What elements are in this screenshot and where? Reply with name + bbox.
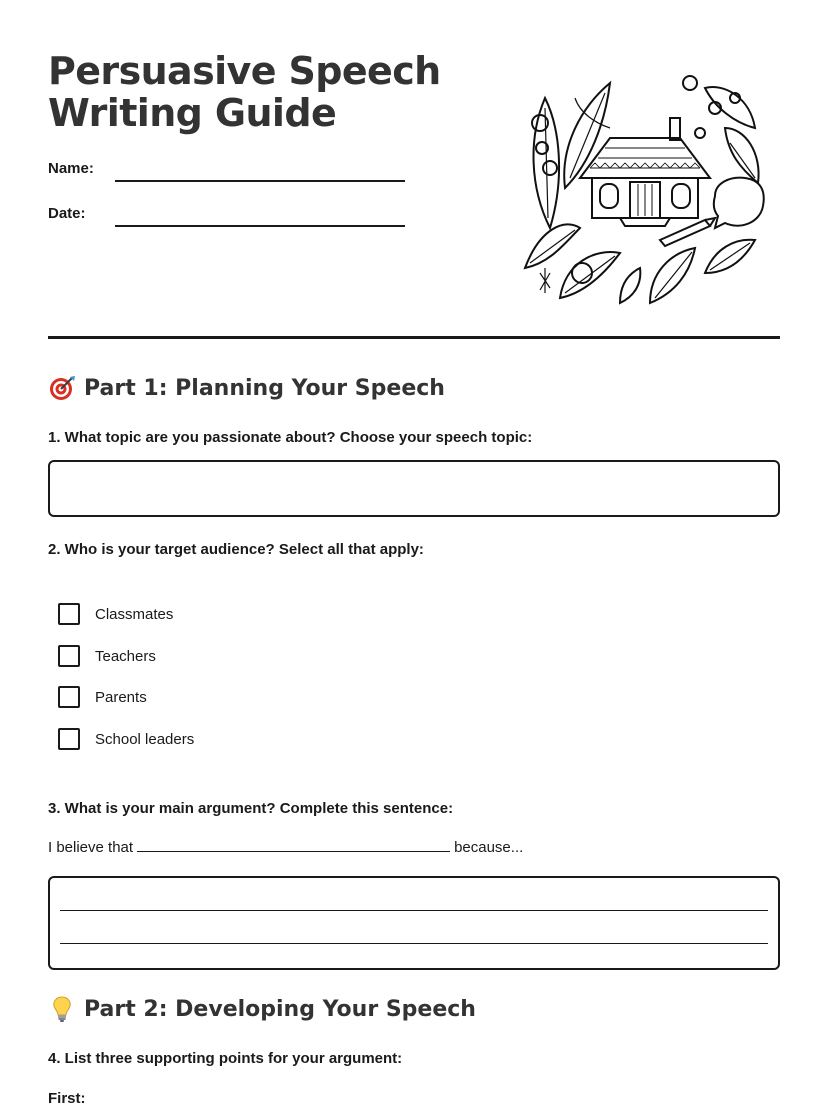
question-2: 2. Who is your target audience? Select all that apply: bbox=[48, 541, 424, 558]
audience-option-teachers[interactable] bbox=[58, 645, 156, 667]
writing-line bbox=[60, 943, 768, 944]
header-divider bbox=[48, 336, 780, 339]
checkbox[interactable] bbox=[58, 686, 80, 708]
cottage-illustration bbox=[520, 68, 770, 308]
part1-heading-text: Part 1: Planning Your Speech bbox=[84, 375, 445, 401]
page-title bbox=[48, 50, 468, 134]
argument-reason-box[interactable] bbox=[48, 876, 780, 970]
first-point-label: First: bbox=[48, 1090, 86, 1107]
part2-heading bbox=[48, 995, 476, 1023]
date-label: Date: bbox=[48, 205, 86, 222]
sentence-start: I believe that bbox=[48, 839, 134, 856]
topic-answer-box[interactable] bbox=[48, 460, 780, 517]
audience-option-parents[interactable] bbox=[58, 686, 147, 708]
title-line-1: Persuasive Speech bbox=[48, 49, 441, 93]
checkbox-label: Parents bbox=[95, 688, 147, 706]
checkbox[interactable] bbox=[58, 603, 80, 625]
argument-blank[interactable] bbox=[137, 838, 450, 852]
checkbox[interactable] bbox=[58, 728, 80, 750]
checkbox[interactable] bbox=[58, 645, 80, 667]
lightbulb-icon bbox=[48, 995, 76, 1023]
date-field[interactable] bbox=[115, 225, 405, 227]
sentence-end: because... bbox=[454, 839, 524, 856]
part2-heading-text: Part 2: Developing Your Speech bbox=[84, 996, 476, 1022]
audience-option-classmates[interactable] bbox=[58, 603, 173, 625]
question-3: 3. What is your main argument? Complete this sentence: bbox=[48, 800, 454, 817]
name-label: Name: bbox=[48, 160, 94, 177]
checkbox-label: Teachers bbox=[95, 647, 156, 665]
question-1: 1. What topic are you passionate about? Choose your speech topic: bbox=[48, 429, 533, 446]
checkbox-label: School leaders bbox=[95, 730, 195, 748]
writing-line bbox=[60, 910, 768, 911]
argument-sentence bbox=[48, 838, 523, 856]
target-icon bbox=[48, 374, 76, 402]
part1-heading bbox=[48, 374, 445, 402]
audience-option-school-leaders[interactable] bbox=[58, 728, 194, 750]
name-field[interactable] bbox=[115, 180, 405, 182]
checkbox-label: Classmates bbox=[95, 605, 174, 623]
title-line-2: Writing Guide bbox=[48, 91, 337, 135]
question-4: 4. List three supporting points for your argument: bbox=[48, 1050, 403, 1067]
